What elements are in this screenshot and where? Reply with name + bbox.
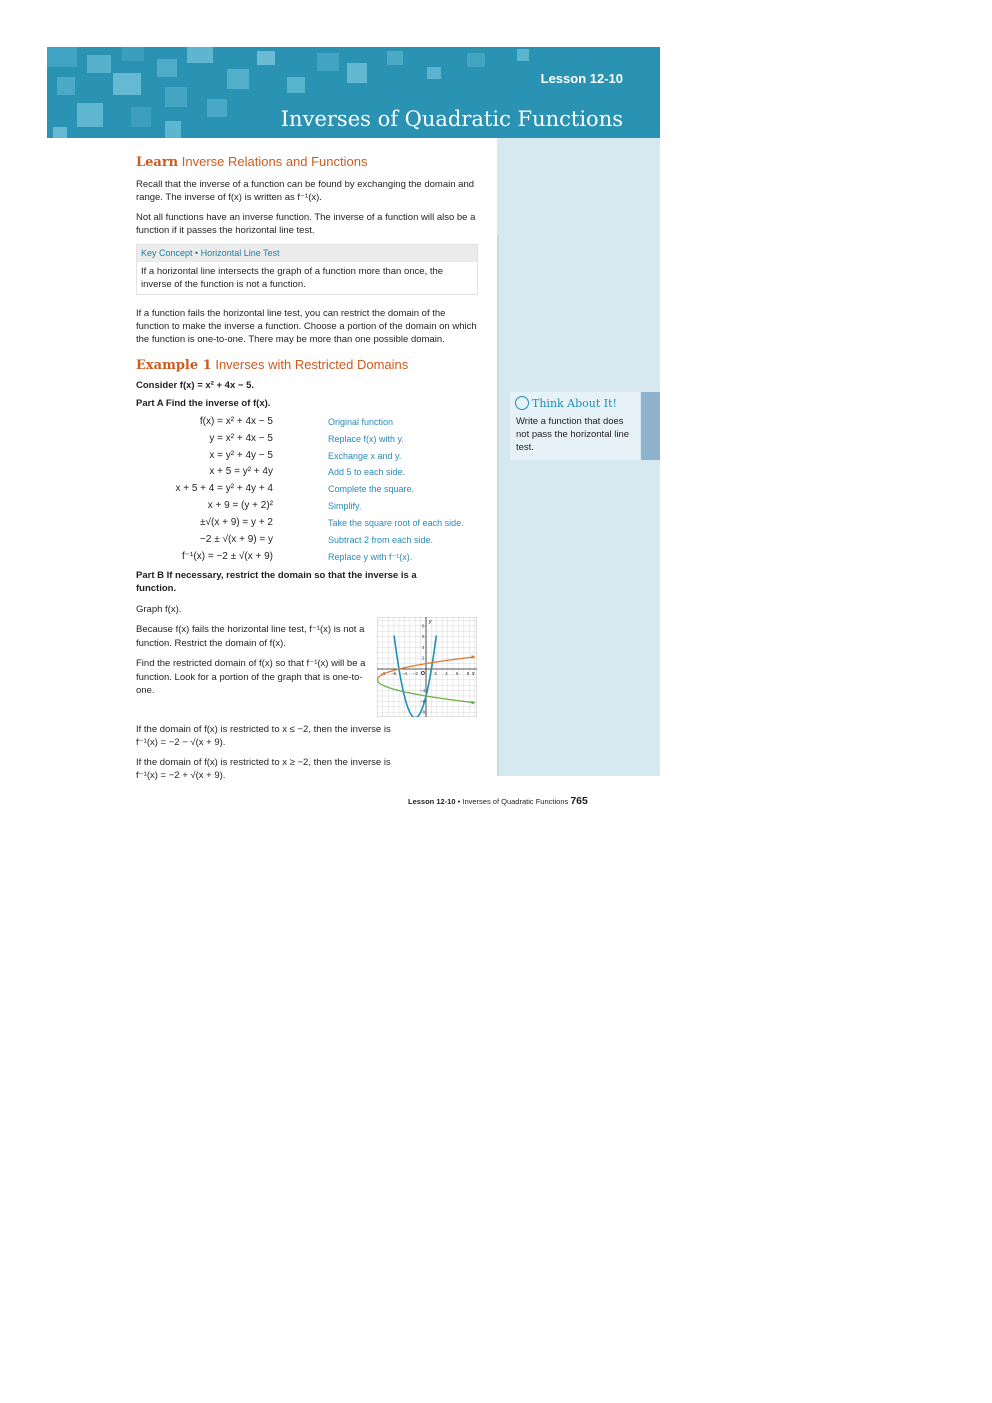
footer-separator: • <box>457 797 461 806</box>
restriction-1: If the domain of f(x) is restricted to x ≤ −2, then the inverse is f⁻¹(x) = −2 − √(x + 9). <box>136 724 391 748</box>
step-equation: f(x) = x² + 4x − 5 <box>199 415 273 427</box>
think-about-it-text: Write a function that does not pass the horizontal line test. <box>516 416 630 453</box>
graph-text: Graph f(x). <box>136 603 182 615</box>
step-note: Replace y with f⁻¹(x). <box>328 551 413 562</box>
y-tick-label: −6 <box>420 698 426 704</box>
step-note: Simplify. <box>328 500 362 511</box>
y-tick-label: 8 <box>422 623 425 629</box>
step-note: Subtract 2 from each side. <box>328 534 434 545</box>
parabola-graph <box>377 617 477 717</box>
footer-title: Inverses of Quadratic Functions <box>462 797 569 806</box>
x-axis-label: x <box>472 671 475 677</box>
think-about-it-title: Think About It! <box>515 396 617 410</box>
lesson-title: Inverses of Quadratic Functions <box>280 107 623 131</box>
step-equation: y = x² + 4x − 5 <box>209 432 273 444</box>
lightbulb-icon <box>515 396 529 410</box>
step-equation: x + 5 = y² + 4y <box>209 465 273 477</box>
y-tick-label: 2 <box>422 655 425 661</box>
key-concept-box <box>136 244 478 296</box>
y-tick-label: −4 <box>420 688 426 694</box>
example-consider: Consider f(x) = x² + 4x − 5. <box>136 379 255 391</box>
y-axis-label: y <box>429 619 432 625</box>
x-tick-label: 2 <box>434 671 437 676</box>
sidebar-rule <box>497 234 499 776</box>
step-equation: ±√(x + 9) = y + 2 <box>200 516 273 528</box>
step-equation: x + 9 = (y + 2)² <box>207 499 273 511</box>
think-about-it-box <box>510 392 640 460</box>
x-tick-label: −6 <box>391 671 397 676</box>
step-note: Take the square root of each side. <box>328 517 464 528</box>
think-about-it-tab <box>641 392 660 460</box>
find-text: Find the restricted domain of f(x) so that f⁻¹(x) will be a function. Look for a portion of the graph that is one-to-one. <box>136 658 366 696</box>
page-number: 765 <box>570 795 588 807</box>
graph-frame <box>377 617 477 717</box>
example-heading: Example 1 Inverses with Restricted Domains <box>136 357 409 373</box>
solution-steps <box>136 415 478 563</box>
step-note: Exchange x and y. <box>328 450 402 461</box>
key-concept-label: Key Concept • Horizontal Line Test <box>137 245 477 263</box>
step-note: Replace f(x) with y. <box>328 433 404 444</box>
step-equation: −2 ± √(x + 9) = y <box>200 533 273 545</box>
restriction-2: If the domain of f(x) is restricted to x ≥ −2, then the inverse is f⁻¹(x) = −2 + √(x + 9). <box>136 757 391 781</box>
part-b-heading: Part B If necessary, restrict the domain so that the inverse is a function. <box>136 569 417 594</box>
footer-lesson: Lesson 12-10 <box>408 797 456 806</box>
step-note: Complete the square. <box>328 483 415 494</box>
page-footer <box>408 795 588 807</box>
fails-text: Because f(x) fails the horizontal line test, f⁻¹(x) is not a function. Restrict the domain of f(x). <box>136 624 365 649</box>
step-equation: f⁻¹(x) = −2 ± √(x + 9) <box>182 550 273 562</box>
x-tick-label: 8 <box>466 671 470 676</box>
restriction-text <box>136 723 456 789</box>
y-tick-label: 6 <box>422 634 425 640</box>
y-tick-label: −8 <box>420 709 426 715</box>
origin-label: O <box>421 671 425 677</box>
x-tick-label: −2 <box>412 671 418 676</box>
y-tick-label: 4 <box>422 644 425 650</box>
step-note: Add 5 to each side. <box>328 466 406 477</box>
step-equation: x + 5 + 4 = y² + 4y + 4 <box>175 482 273 494</box>
x-tick-label: −4 <box>401 671 408 676</box>
learn-para-1: Recall that the inverse of a function can be found by exchanging the domain and range. The inverse of f(x) is written as f⁻¹(x). <box>136 178 475 203</box>
x-tick-label: −8 <box>380 671 386 676</box>
learn-para-2: Not all functions have an inverse function. The inverse of a function will also be a function if it passes the horizontal line test. <box>136 211 476 236</box>
lesson-banner <box>47 47 660 138</box>
x-tick-label: 4 <box>445 671 448 676</box>
key-concept-text: If a horizontal line intersects the graph of a function more than once, the inverse of the function is not a function. <box>141 266 444 290</box>
step-equation: x = y² + 4y − 5 <box>209 449 273 461</box>
part-a-heading: Part A Find the inverse of f(x). <box>136 398 271 409</box>
learn-para-3: If a function fails the horizontal line test, you can restrict the domain of the function to make the inverse a function. Choose a portion of the domain on which the function is one-to-one. There may be more than one possible domain. <box>136 308 477 345</box>
lesson-label: Lesson 12-10 <box>540 71 623 86</box>
step-note: Original function <box>328 416 394 427</box>
learn-heading: Learn Inverse Relations and Functions <box>136 154 368 170</box>
x-tick-label: 6 <box>455 671 459 676</box>
